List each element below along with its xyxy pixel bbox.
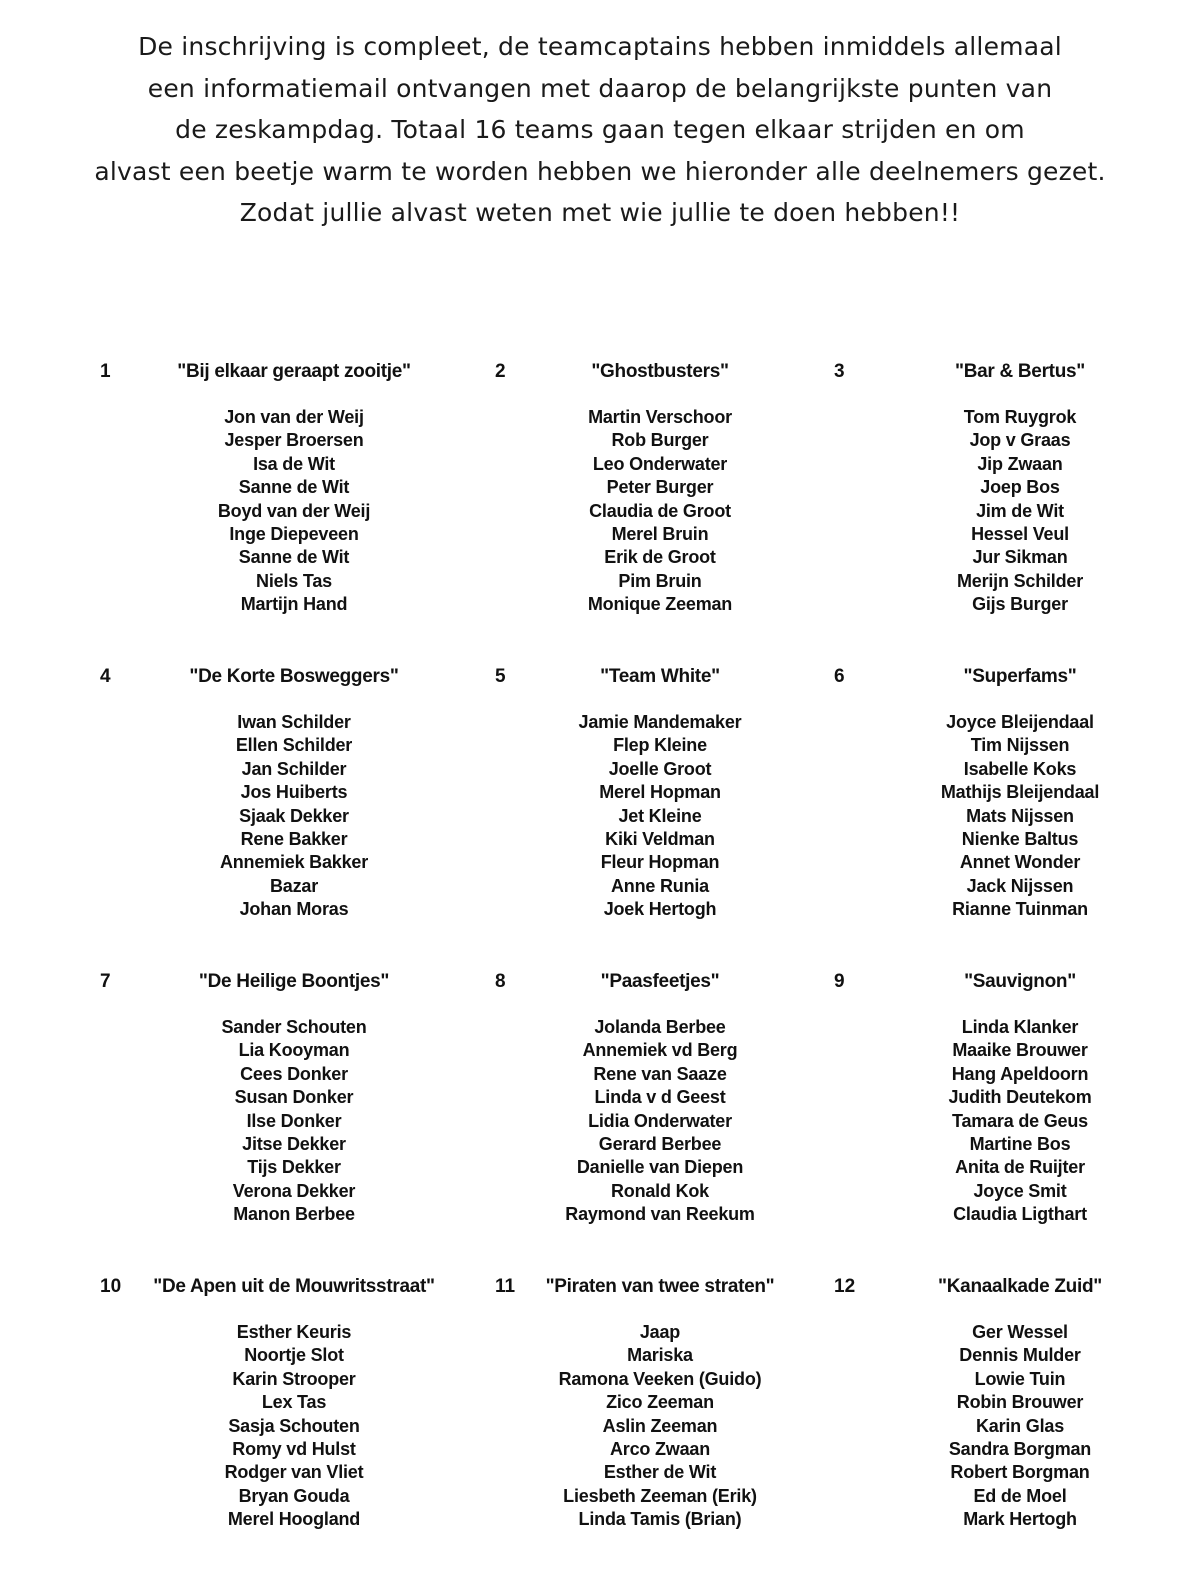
member-list bbox=[510, 711, 810, 922]
team-name: "Team White" bbox=[600, 666, 720, 687]
team-member: Jim de Wit bbox=[976, 500, 1064, 521]
team-member: Liesbeth Zeeman (Erik) bbox=[563, 1485, 757, 1506]
team-name: "De Heilige Boontjes" bbox=[198, 971, 390, 992]
team-member: Kiki Veldman bbox=[605, 829, 715, 850]
team-member: Monique Zeeman bbox=[587, 594, 733, 615]
team-number: 10 bbox=[100, 1276, 122, 1297]
team-member: Raymond van Reekum bbox=[565, 1204, 755, 1225]
team-member: Aslin Zeeman bbox=[602, 1415, 718, 1436]
team-member: Ronald Kok bbox=[610, 1180, 709, 1201]
team-member: Bazar bbox=[269, 875, 319, 896]
team-member: Johan Moras bbox=[239, 899, 349, 920]
team-member: Tijs Dekker bbox=[247, 1157, 341, 1178]
member-list bbox=[510, 1321, 810, 1532]
team-member: Romy vd Hulst bbox=[232, 1439, 356, 1460]
team-member: Jaap bbox=[639, 1322, 681, 1342]
team-member: Karin Glas bbox=[975, 1415, 1065, 1436]
team-number: 4 bbox=[100, 666, 111, 687]
team-name: "Sauvignon" bbox=[964, 971, 1076, 992]
team-member: Rene van Saaze bbox=[593, 1063, 727, 1084]
team-member: Mariska bbox=[627, 1345, 693, 1366]
team-member: Zico Zeeman bbox=[606, 1392, 714, 1413]
team-member: Robert Borgman bbox=[950, 1462, 1090, 1483]
team-member: Tamara de Geus bbox=[952, 1110, 1088, 1131]
team-member: Claudia Ligthart bbox=[953, 1204, 1087, 1225]
team-number: 2 bbox=[495, 361, 506, 382]
team-member: Annemiek vd Berg bbox=[582, 1040, 738, 1061]
team-member: Isa de Wit bbox=[253, 453, 335, 474]
team-member: Hang Apeldoorn bbox=[951, 1063, 1089, 1084]
team-member: Jet Kleine bbox=[618, 805, 702, 826]
team-name: "Ghostbusters" bbox=[591, 361, 729, 382]
team-member: Rodger van Vliet bbox=[224, 1462, 364, 1483]
team-number: 3 bbox=[834, 361, 845, 382]
team-member: Manon Berbee bbox=[233, 1204, 355, 1225]
intro-line: een informatiemail ontvangen met daarop de belangrijkste punten van bbox=[147, 73, 1053, 103]
team-member: Joelle Groot bbox=[608, 758, 712, 779]
member-list bbox=[144, 1016, 444, 1227]
team-member: Arco Zwaan bbox=[609, 1439, 711, 1460]
team-member: Jos Huiberts bbox=[240, 782, 348, 803]
team-member: Danielle van Diepen bbox=[576, 1157, 744, 1178]
team-member: Ger Wessel bbox=[972, 1322, 1068, 1342]
team-member: Sanne de Wit bbox=[238, 477, 350, 498]
team-member: Martine Bos bbox=[969, 1134, 1071, 1155]
member-list bbox=[510, 406, 810, 617]
team-member: Jolanda Berbee bbox=[594, 1017, 726, 1037]
team-member: Ramona Veeken (Guido) bbox=[558, 1368, 762, 1389]
team-member: Rianne Tuinman bbox=[952, 899, 1088, 920]
team-member: Jur Sikman bbox=[972, 547, 1068, 568]
team-member: Gijs Burger bbox=[972, 594, 1068, 615]
team-member: Martin Verschoor bbox=[588, 407, 732, 427]
team-member: Jitse Dekker bbox=[242, 1134, 346, 1155]
team-member: Niels Tas bbox=[256, 570, 332, 591]
team-member: Esther de Wit bbox=[603, 1462, 717, 1483]
team-name: "De Apen uit de Mouwritsstraat" bbox=[153, 1276, 435, 1297]
intro-line: De inschrijving is compleet, de teamcaptains hebben inmiddels allemaal bbox=[138, 32, 1062, 61]
member-list bbox=[870, 1016, 1170, 1227]
team-member: Jop v Graas bbox=[969, 430, 1071, 451]
intro-line: alvast een beetje warm te worden hebben we hieronder alle deelnemers gezet. bbox=[94, 156, 1106, 186]
team-member: Karin Strooper bbox=[232, 1368, 356, 1389]
team-member: Martijn Hand bbox=[240, 594, 348, 615]
team-member: Noortje Slot bbox=[244, 1345, 344, 1366]
team-member: Verona Dekker bbox=[232, 1180, 356, 1201]
team-member: Jamie Mandemaker bbox=[578, 712, 742, 732]
team-member: Esther Keuris bbox=[236, 1322, 352, 1342]
team-member: Ellen Schilder bbox=[235, 735, 353, 756]
team-number: 6 bbox=[834, 666, 845, 687]
team-member: Peter Burger bbox=[606, 477, 714, 498]
team-name: "Paasfeetjes" bbox=[600, 971, 720, 992]
team-member: Tim Nijssen bbox=[970, 735, 1070, 756]
team-member: Merel Hopman bbox=[599, 782, 721, 803]
team-name: "Superfams" bbox=[963, 666, 1077, 687]
team-member: Sander Schouten bbox=[221, 1017, 367, 1037]
team-member: Merijn Schilder bbox=[956, 570, 1084, 591]
team-member: Joek Hertogh bbox=[603, 899, 717, 920]
team-member: Jack Nijssen bbox=[966, 875, 1074, 896]
team-member: Mats Nijssen bbox=[966, 805, 1074, 826]
team-member: Anne Runia bbox=[610, 875, 709, 896]
member-list bbox=[870, 711, 1170, 922]
member-list bbox=[144, 406, 444, 617]
intro-line: Zodat jullie alvast weten met wie jullie te doen hebben!! bbox=[239, 198, 961, 227]
team-member: Jesper Broersen bbox=[224, 430, 364, 451]
team-member: Annet Wonder bbox=[959, 852, 1081, 873]
team-member: Jan Schilder bbox=[241, 758, 347, 779]
team-name: "Piraten van twee straten" bbox=[545, 1276, 775, 1297]
member-list bbox=[144, 1321, 444, 1532]
team-number: 8 bbox=[495, 971, 506, 992]
team-member: Maaike Brouwer bbox=[952, 1040, 1088, 1061]
member-list bbox=[144, 711, 444, 922]
team-member: Sanne de Wit bbox=[238, 547, 350, 568]
team-member: Tom Ruygrok bbox=[963, 407, 1077, 427]
member-list bbox=[510, 1016, 810, 1227]
team-member: Boyd van der Weij bbox=[217, 500, 371, 521]
team-member: Jip Zwaan bbox=[977, 453, 1063, 474]
team-member: Claudia de Groot bbox=[589, 500, 731, 521]
team-member: Bryan Gouda bbox=[238, 1485, 350, 1506]
team-member: Annemiek Bakker bbox=[219, 852, 369, 873]
team-member: Lia Kooyman bbox=[238, 1040, 350, 1061]
team-member: Lex Tas bbox=[261, 1392, 327, 1413]
team-number: 5 bbox=[495, 666, 506, 687]
team-member: Susan Donker bbox=[234, 1087, 354, 1108]
team-member: Mathijs Bleijendaal bbox=[940, 782, 1100, 803]
team-member: Sandra Borgman bbox=[948, 1439, 1092, 1460]
team-member: Linda Tamis (Brian) bbox=[578, 1509, 742, 1530]
team-member: Flep Kleine bbox=[613, 735, 707, 756]
team-member: Joyce Smit bbox=[973, 1180, 1067, 1201]
team-member: Erik de Groot bbox=[604, 547, 716, 568]
team-name: "De Korte Bosweggers" bbox=[189, 666, 399, 687]
team-member: Hessel Veul bbox=[971, 524, 1069, 545]
team-member: Lidia Onderwater bbox=[588, 1110, 732, 1131]
team-member: Joep Bos bbox=[980, 477, 1060, 498]
team-member: Iwan Schilder bbox=[237, 712, 351, 732]
member-list bbox=[870, 406, 1170, 617]
team-member: Ilse Donker bbox=[246, 1110, 342, 1131]
team-member: Ed de Moel bbox=[973, 1485, 1067, 1506]
team-member: Linda Klanker bbox=[961, 1017, 1079, 1037]
team-number: 9 bbox=[834, 971, 845, 992]
intro-line: de zeskampdag. Totaal 16 teams gaan tegen elkaar strijden en om bbox=[175, 115, 1025, 144]
team-member: Jon van der Weij bbox=[224, 407, 364, 427]
team-member: Pim Bruin bbox=[618, 570, 702, 591]
team-member: Lowie Tuin bbox=[974, 1368, 1066, 1389]
team-number: 11 bbox=[495, 1276, 516, 1297]
team-member: Anita de Ruijter bbox=[955, 1157, 1085, 1178]
team-member: Leo Onderwater bbox=[592, 453, 728, 474]
team-member: Gerard Berbee bbox=[598, 1134, 722, 1155]
team-member: Sjaak Dekker bbox=[239, 805, 349, 826]
team-member: Cees Donker bbox=[240, 1063, 348, 1084]
team-member: Linda v d Geest bbox=[594, 1087, 726, 1108]
team-number: 1 bbox=[100, 361, 111, 382]
team-member: Judith Deutekom bbox=[948, 1087, 1092, 1108]
team-member: Inge Diepeveen bbox=[229, 524, 359, 545]
team-member: Isabelle Koks bbox=[963, 758, 1077, 779]
team-name: "Kanaalkade Zuid" bbox=[938, 1276, 1102, 1297]
team-number: 12 bbox=[834, 1276, 856, 1297]
team-member: Merel Hoogland bbox=[227, 1509, 361, 1530]
team-member: Nienke Baltus bbox=[961, 829, 1079, 850]
member-list bbox=[870, 1321, 1170, 1532]
team-member: Joyce Bleijendaal bbox=[946, 712, 1094, 732]
team-member: Fleur Hopman bbox=[600, 852, 720, 873]
team-member: Robin Brouwer bbox=[956, 1392, 1084, 1413]
team-name: "Bar & Bertus" bbox=[955, 361, 1085, 382]
team-number: 7 bbox=[100, 971, 111, 992]
team-name: "Bij elkaar geraapt zooitje" bbox=[177, 361, 411, 382]
team-member: Dennis Mulder bbox=[959, 1345, 1081, 1366]
team-member: Rob Burger bbox=[611, 430, 709, 451]
team-member: Merel Bruin bbox=[611, 524, 709, 545]
team-member: Mark Hertogh bbox=[963, 1509, 1077, 1530]
team-member: Rene Bakker bbox=[240, 829, 348, 850]
team-member: Sasja Schouten bbox=[228, 1415, 360, 1436]
